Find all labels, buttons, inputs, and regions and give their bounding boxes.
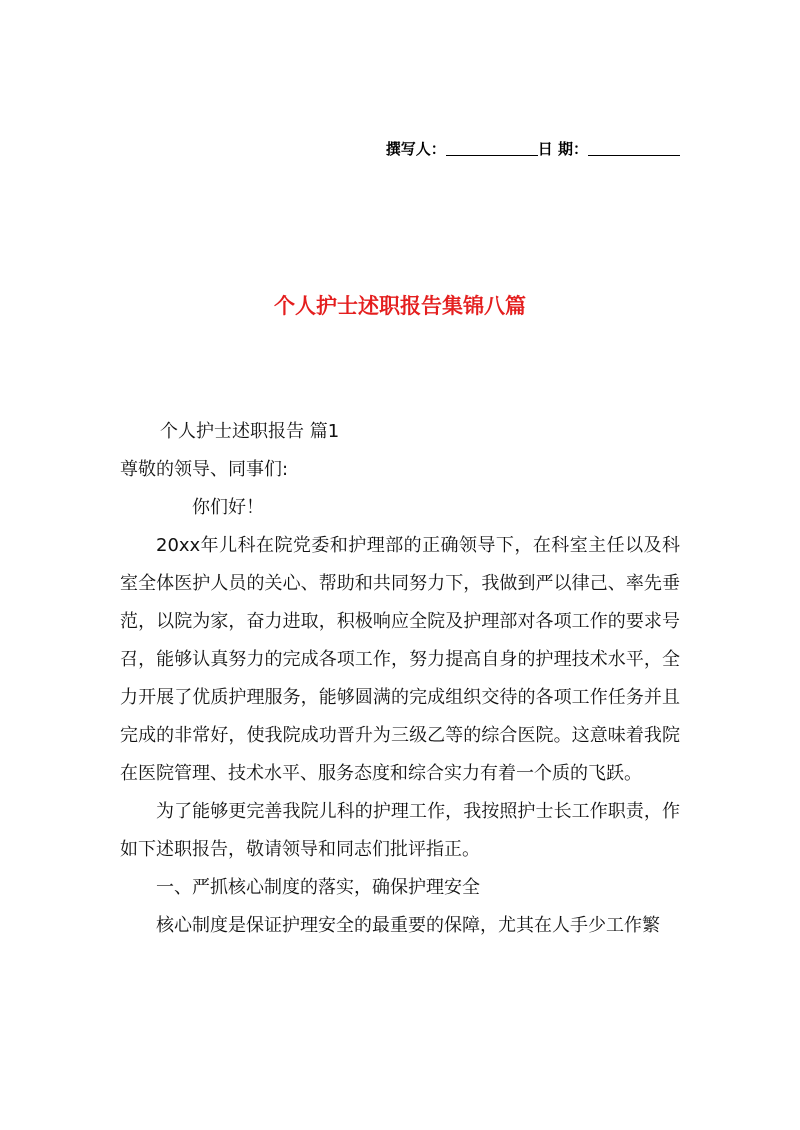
author-label: 撰写人： (385, 140, 446, 158)
date-blank (588, 141, 680, 156)
author-date-line (386, 138, 680, 159)
author-blank (446, 141, 538, 156)
salutation: 尊敬的领导、同事们: (120, 459, 289, 480)
document-title: 个人护士述职报告集锦八篇 (274, 294, 526, 318)
article-body (120, 413, 680, 945)
paragraph-3: 核心制度是保证护理安全的最重要的保障，尤其在人手少工作繁 (156, 915, 660, 936)
date-label: 日 期： (537, 140, 588, 158)
paragraph-2: 为了能够更完善我院儿科的护理工作，我按照护士长工作职责，作如下述职报告，敬请领导和同志们批评指正。 (120, 801, 680, 860)
article-subtitle: 个人护士述职报告 篇1 (160, 421, 340, 442)
greeting: 你们好！ (192, 497, 264, 518)
paragraph-1: 20xx年儿科在院党委和护理部的正确领导下，在科室主任以及科室全体医护人员的关心、帮助和共同努力下，我做到严以律己、率先垂范，以院为家，奋力进取，积极响应全院及护理部对各项工作的要求号召，能够认真努力的完成各项工作，努力提高自身的护理技术水平，全力开展了优质护理服务，能够圆满的完成组织交待的各项工作任务并且完成的非常好，使我院成功晋升为三级乙等的综合医院。这意味着我院在医院管理、技术水平、服务态度和综合实力有着一个质的飞跃。 (120, 535, 680, 784)
section-heading-1: 一、严抓核心制度的落实，确保护理安全 (156, 877, 480, 898)
